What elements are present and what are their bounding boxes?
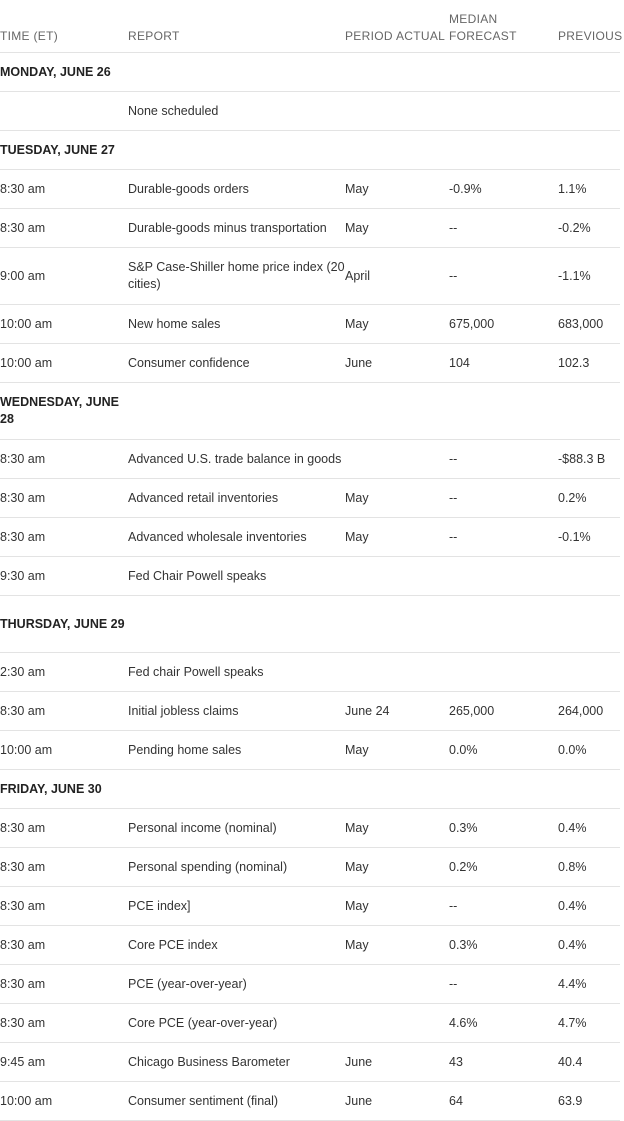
day-header-spacer — [128, 53, 345, 92]
event-time: 9:30 am — [0, 557, 128, 596]
event-median: 265,000 — [449, 692, 558, 731]
day-header-row — [0, 383, 620, 440]
event-row — [0, 440, 620, 479]
day-header-spacer — [128, 770, 345, 809]
day-header-spacer — [558, 596, 620, 653]
event-report: Personal spending (nominal) — [128, 848, 345, 887]
header-actual: ACTUAL — [396, 0, 449, 53]
event-median: 4.6% — [449, 1004, 558, 1043]
event-actual — [396, 344, 449, 383]
event-actual — [396, 92, 449, 131]
header-report: REPORT — [128, 0, 345, 53]
day-header-spacer — [345, 596, 396, 653]
event-previous: 40.4 — [558, 1043, 620, 1082]
day-header-spacer — [449, 131, 558, 170]
event-actual — [396, 926, 449, 965]
event-period: May — [345, 305, 396, 344]
event-row — [0, 344, 620, 383]
event-period — [345, 557, 396, 596]
day-label: TUESDAY, JUNE 27 — [0, 131, 128, 170]
event-report: PCE index] — [128, 887, 345, 926]
event-previous: 63.9 — [558, 1082, 620, 1121]
event-previous: 4.4% — [558, 965, 620, 1004]
day-header-spacer — [345, 770, 396, 809]
event-time: 8:30 am — [0, 887, 128, 926]
event-previous: -0.1% — [558, 518, 620, 557]
event-actual — [396, 209, 449, 248]
event-report: Personal income (nominal) — [128, 809, 345, 848]
event-median: 104 — [449, 344, 558, 383]
event-time: 8:30 am — [0, 809, 128, 848]
day-header-spacer — [396, 131, 449, 170]
event-actual — [396, 653, 449, 692]
event-time — [0, 92, 128, 131]
event-time: 8:30 am — [0, 518, 128, 557]
event-actual — [396, 248, 449, 305]
event-actual — [396, 731, 449, 770]
event-actual — [396, 965, 449, 1004]
event-actual — [396, 1004, 449, 1043]
event-actual — [396, 440, 449, 479]
day-label: FRIDAY, JUNE 30 — [0, 770, 128, 809]
event-time: 8:30 am — [0, 1004, 128, 1043]
event-period: May — [345, 518, 396, 557]
event-previous: 102.3 — [558, 344, 620, 383]
event-row — [0, 557, 620, 596]
event-row — [0, 692, 620, 731]
event-report: Initial jobless claims — [128, 692, 345, 731]
day-header-spacer — [449, 596, 558, 653]
event-row — [0, 209, 620, 248]
header-median-line1: MEDIAN — [449, 12, 498, 26]
event-row — [0, 518, 620, 557]
day-header-spacer — [558, 383, 620, 440]
event-time: 8:30 am — [0, 209, 128, 248]
event-period: May — [345, 926, 396, 965]
event-row — [0, 1082, 620, 1121]
calendar-body — [0, 53, 620, 1121]
event-report: None scheduled — [128, 92, 345, 131]
event-actual — [396, 887, 449, 926]
event-median — [449, 557, 558, 596]
event-period — [345, 653, 396, 692]
event-time: 10:00 am — [0, 305, 128, 344]
event-report: Consumer sentiment (final) — [128, 1082, 345, 1121]
day-header-spacer — [558, 53, 620, 92]
event-previous: 683,000 — [558, 305, 620, 344]
header-period: PERIOD — [345, 0, 396, 53]
event-period: May — [345, 809, 396, 848]
event-report: Fed chair Powell speaks — [128, 653, 345, 692]
event-report: Durable-goods orders — [128, 170, 345, 209]
event-median: 0.3% — [449, 809, 558, 848]
event-time: 9:45 am — [0, 1043, 128, 1082]
event-actual — [396, 1043, 449, 1082]
event-previous: 1.1% — [558, 170, 620, 209]
event-time: 8:30 am — [0, 440, 128, 479]
event-time: 8:30 am — [0, 692, 128, 731]
event-report: Durable-goods minus transportation — [128, 209, 345, 248]
event-report: S&P Case-Shiller home price index (20 cities) — [128, 248, 345, 305]
event-period: May — [345, 170, 396, 209]
day-header-row — [0, 770, 620, 809]
event-time: 10:00 am — [0, 1082, 128, 1121]
event-period — [345, 965, 396, 1004]
event-period: May — [345, 731, 396, 770]
event-period: June — [345, 1043, 396, 1082]
event-actual — [396, 479, 449, 518]
event-actual — [396, 848, 449, 887]
event-row — [0, 170, 620, 209]
event-actual — [396, 1082, 449, 1121]
event-previous: 0.0% — [558, 731, 620, 770]
event-report: Advanced U.S. trade balance in goods — [128, 440, 345, 479]
event-previous: 0.4% — [558, 887, 620, 926]
event-previous: -1.1% — [558, 248, 620, 305]
event-period: May — [345, 209, 396, 248]
event-row — [0, 92, 620, 131]
event-report: Consumer confidence — [128, 344, 345, 383]
event-previous — [558, 92, 620, 131]
event-period — [345, 92, 396, 131]
event-previous: 0.8% — [558, 848, 620, 887]
event-report: Advanced wholesale inventories — [128, 518, 345, 557]
day-header-spacer — [396, 53, 449, 92]
header-row — [0, 0, 620, 53]
event-median: 675,000 — [449, 305, 558, 344]
event-report: Core PCE (year-over-year) — [128, 1004, 345, 1043]
header-median-line2: FORECAST — [449, 29, 517, 43]
day-label: THURSDAY, JUNE 29 — [0, 596, 128, 653]
day-header-spacer — [128, 596, 345, 653]
event-time: 8:30 am — [0, 965, 128, 1004]
event-median: -- — [449, 887, 558, 926]
event-period — [345, 1004, 396, 1043]
event-median: -- — [449, 209, 558, 248]
event-row — [0, 1004, 620, 1043]
event-previous — [558, 557, 620, 596]
event-actual — [396, 809, 449, 848]
header-previous: PREVIOUS — [558, 0, 620, 53]
day-header-row — [0, 131, 620, 170]
event-median: 43 — [449, 1043, 558, 1082]
event-actual — [396, 170, 449, 209]
event-median: -- — [449, 248, 558, 305]
event-median: 64 — [449, 1082, 558, 1121]
day-header-spacer — [128, 131, 345, 170]
event-report: Fed Chair Powell speaks — [128, 557, 345, 596]
event-previous: 0.2% — [558, 479, 620, 518]
event-previous — [558, 653, 620, 692]
event-median: -- — [449, 518, 558, 557]
event-row — [0, 479, 620, 518]
day-header-row — [0, 53, 620, 92]
day-header-spacer — [558, 770, 620, 809]
event-time: 2:30 am — [0, 653, 128, 692]
day-header-spacer — [345, 53, 396, 92]
day-header-spacer — [345, 383, 396, 440]
event-row — [0, 1043, 620, 1082]
event-median: -0.9% — [449, 170, 558, 209]
event-actual — [396, 518, 449, 557]
event-row — [0, 848, 620, 887]
event-report: Pending home sales — [128, 731, 345, 770]
event-median: 0.3% — [449, 926, 558, 965]
event-report: New home sales — [128, 305, 345, 344]
header-time: TIME (ET) — [0, 0, 128, 53]
event-period: May — [345, 887, 396, 926]
event-time: 10:00 am — [0, 344, 128, 383]
event-median: -- — [449, 479, 558, 518]
day-header-spacer — [128, 383, 345, 440]
event-row — [0, 887, 620, 926]
day-header-spacer — [396, 770, 449, 809]
day-header-row — [0, 596, 620, 653]
day-header-spacer — [396, 596, 449, 653]
event-row — [0, 731, 620, 770]
event-period: June — [345, 344, 396, 383]
event-report: PCE (year-over-year) — [128, 965, 345, 1004]
event-median: 0.0% — [449, 731, 558, 770]
event-row — [0, 248, 620, 305]
event-actual — [396, 557, 449, 596]
event-time: 8:30 am — [0, 170, 128, 209]
day-label: WEDNESDAY, JUNE 28 — [0, 383, 128, 440]
event-time: 10:00 am — [0, 731, 128, 770]
event-time: 8:30 am — [0, 479, 128, 518]
event-report: Advanced retail inventories — [128, 479, 345, 518]
event-median — [449, 653, 558, 692]
event-period: June — [345, 1082, 396, 1121]
event-actual — [396, 692, 449, 731]
event-period — [345, 440, 396, 479]
event-median: 0.2% — [449, 848, 558, 887]
event-median: -- — [449, 440, 558, 479]
event-previous: 264,000 — [558, 692, 620, 731]
day-header-spacer — [558, 131, 620, 170]
event-previous: 4.7% — [558, 1004, 620, 1043]
event-period: May — [345, 848, 396, 887]
day-header-spacer — [449, 770, 558, 809]
event-median: -- — [449, 965, 558, 1004]
event-row — [0, 305, 620, 344]
event-row — [0, 965, 620, 1004]
event-time: 8:30 am — [0, 848, 128, 887]
event-previous: -$88.3 B — [558, 440, 620, 479]
event-time: 8:30 am — [0, 926, 128, 965]
header-median-forecast — [449, 0, 558, 53]
event-previous: 0.4% — [558, 926, 620, 965]
day-label: MONDAY, JUNE 26 — [0, 53, 128, 92]
event-row — [0, 653, 620, 692]
event-median — [449, 92, 558, 131]
day-header-spacer — [396, 383, 449, 440]
event-report: Core PCE index — [128, 926, 345, 965]
event-time: 9:00 am — [0, 248, 128, 305]
event-actual — [396, 305, 449, 344]
event-period: June 24 — [345, 692, 396, 731]
day-header-spacer — [345, 131, 396, 170]
day-header-spacer — [449, 383, 558, 440]
day-header-spacer — [449, 53, 558, 92]
event-previous: 0.4% — [558, 809, 620, 848]
event-row — [0, 926, 620, 965]
event-period: May — [345, 479, 396, 518]
event-previous: -0.2% — [558, 209, 620, 248]
event-report: Chicago Business Barometer — [128, 1043, 345, 1082]
event-period: April — [345, 248, 396, 305]
event-row — [0, 809, 620, 848]
